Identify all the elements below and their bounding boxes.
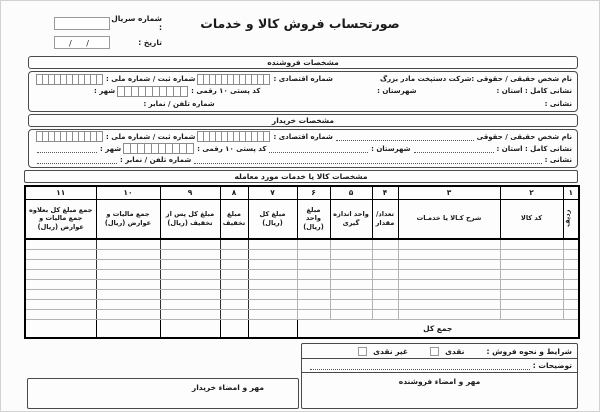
buyer-county-field[interactable]	[269, 145, 368, 153]
item-cell[interactable]	[220, 249, 248, 259]
item-cell[interactable]	[372, 259, 398, 269]
column-number: ۳	[398, 186, 500, 199]
buyer-city-field[interactable]	[37, 145, 97, 153]
seller-phone-label: شماره تلفن / نمابر :	[143, 99, 215, 108]
item-cell[interactable]	[25, 289, 96, 299]
item-cell[interactable]	[248, 269, 297, 279]
buyer-postal-field[interactable]	[124, 143, 194, 154]
item-cell[interactable]	[500, 309, 563, 319]
item-cell[interactable]	[563, 259, 579, 269]
item-cell[interactable]	[398, 289, 500, 299]
column-header: مبلغ تخفیف	[220, 199, 248, 239]
serial-number-label: شماره سریال :	[111, 14, 162, 32]
item-cell[interactable]	[248, 299, 297, 309]
buyer-signature-label: مهر و امضاء خریدار	[191, 383, 264, 392]
grand-total-cell[interactable]	[25, 319, 96, 338]
buyer-phone-field[interactable]	[37, 156, 117, 164]
notes-row	[302, 359, 577, 373]
seller-name-value: شرکت دستپخت مادر بزرگ	[379, 75, 472, 84]
grand-total-cell[interactable]	[220, 319, 248, 338]
seller-address-label: نشانی کامل : استان :	[496, 87, 572, 96]
item-cell[interactable]	[372, 279, 398, 289]
table-row	[25, 289, 579, 299]
item-cell[interactable]	[398, 299, 500, 309]
date-label: تاریخ :	[138, 38, 162, 47]
item-cell[interactable]	[563, 239, 579, 249]
column-number: ۹	[160, 186, 220, 199]
column-header: مبلغ کل (ریال)	[248, 199, 297, 239]
item-cell[interactable]	[297, 309, 330, 319]
column-header-row	[25, 199, 579, 239]
item-cell[interactable]	[500, 269, 563, 279]
column-header: مبلغ واحد (ریال)	[297, 199, 330, 239]
column-number: ۱۱	[25, 186, 96, 199]
item-cell[interactable]	[372, 309, 398, 319]
buyer-section-header: مشخصات خریدار	[28, 114, 578, 127]
buyer-address2-field[interactable]	[194, 156, 541, 164]
buyer-row-2	[34, 143, 572, 155]
column-number: ۷	[248, 186, 297, 199]
item-cell[interactable]	[160, 239, 220, 249]
table-row	[25, 249, 579, 259]
item-cell[interactable]	[96, 299, 160, 309]
table-row	[25, 299, 579, 309]
column-number: ۶	[297, 186, 330, 199]
buyer-registration-field[interactable]	[37, 131, 103, 142]
item-cell[interactable]	[297, 289, 330, 299]
notes-field[interactable]	[310, 362, 530, 370]
item-cell[interactable]	[25, 259, 96, 269]
seller-city-label: شهر :	[94, 87, 116, 96]
item-cell[interactable]	[330, 289, 372, 299]
seller-row-3	[34, 98, 572, 110]
column-number: ۲	[500, 186, 563, 199]
items-section-header: مشخصات کالا یا خدمات مورد معامله	[24, 170, 578, 183]
column-number: ۵	[330, 186, 372, 199]
item-cell[interactable]	[563, 289, 579, 299]
item-cell[interactable]	[96, 269, 160, 279]
item-cell[interactable]	[398, 259, 500, 269]
item-cell[interactable]	[160, 269, 220, 279]
table-row	[25, 239, 579, 249]
table-row	[25, 259, 579, 269]
buyer-economic-field[interactable]	[198, 131, 270, 142]
notes-label: توضیحات :	[532, 361, 572, 370]
item-cell[interactable]	[372, 289, 398, 299]
item-cell[interactable]	[372, 249, 398, 259]
item-cell[interactable]	[500, 239, 563, 249]
item-cell[interactable]	[25, 269, 96, 279]
column-header: جمع مبلغ کل بعلاوه جمع مالیات و عوارض (ریال)	[25, 199, 96, 239]
buyer-address-label: نشانی کامل : استان :	[496, 144, 572, 153]
buyer-address2-label: نشانی :	[544, 156, 572, 165]
column-number: ۸	[220, 186, 248, 199]
non-cash-label: غیر نقدی	[373, 346, 409, 356]
item-cell[interactable]	[248, 279, 297, 289]
seller-section	[28, 71, 578, 112]
item-cell[interactable]	[160, 249, 220, 259]
table-row	[25, 279, 579, 289]
item-cell[interactable]	[160, 259, 220, 269]
column-number: ۱۰	[96, 186, 160, 199]
column-header: شرح کـالا یا خدمـات	[398, 199, 500, 239]
page-title: صورتحساب فروش کالا و خدمات	[200, 16, 400, 31]
item-cell[interactable]	[500, 249, 563, 259]
column-number: ۱	[563, 186, 579, 199]
buyer-name-field[interactable]	[336, 133, 474, 141]
item-cell[interactable]	[330, 309, 372, 319]
item-cell[interactable]	[96, 309, 160, 319]
item-cell[interactable]	[398, 249, 500, 259]
item-cell[interactable]	[330, 239, 372, 249]
item-cell[interactable]	[220, 289, 248, 299]
item-cell[interactable]	[330, 249, 372, 259]
item-cell[interactable]	[398, 239, 500, 249]
grand-total-cell[interactable]	[96, 319, 160, 338]
item-cell[interactable]	[96, 249, 160, 259]
item-cell[interactable]	[330, 269, 372, 279]
seller-row-1	[34, 73, 572, 85]
item-cell[interactable]	[297, 249, 330, 259]
item-cell[interactable]	[297, 259, 330, 269]
serial-number-field[interactable]	[54, 17, 110, 30]
terms-row	[302, 344, 577, 359]
item-cell[interactable]	[563, 309, 579, 319]
item-cell[interactable]	[160, 279, 220, 289]
seller-registration-label: شماره ثبت / شماره ملی :	[106, 75, 196, 84]
item-cell[interactable]	[160, 289, 220, 299]
item-cell[interactable]	[500, 259, 563, 269]
item-cell[interactable]	[248, 249, 297, 259]
item-cell[interactable]	[563, 249, 579, 259]
item-cell[interactable]	[25, 309, 96, 319]
item-cell[interactable]	[160, 309, 220, 319]
item-cell[interactable]	[96, 239, 160, 249]
item-cell[interactable]	[330, 259, 372, 269]
item-cell[interactable]	[297, 279, 330, 289]
buyer-signature-area[interactable]	[27, 378, 299, 409]
serial-date-block	[27, 14, 162, 53]
item-cell[interactable]	[297, 239, 330, 249]
seller-postal-label: کد پستی ۱۰ رقمی :	[191, 87, 261, 96]
terms-block	[301, 343, 578, 409]
date-field[interactable]: / /	[54, 36, 110, 49]
buyer-province-field[interactable]	[414, 145, 494, 153]
seller-address2-label: نشانی :	[544, 99, 572, 108]
grand-total-cell[interactable]	[248, 319, 297, 338]
seller-name-label: نام شخص حقیقی / حقوقی :	[471, 75, 572, 84]
buyer-postal-label: کد پستی ۱۰ رقمی :	[197, 144, 267, 153]
item-cell[interactable]	[25, 239, 96, 249]
item-cell[interactable]	[96, 289, 160, 299]
item-cell[interactable]	[220, 259, 248, 269]
item-cell[interactable]	[563, 299, 579, 309]
table-row	[25, 269, 579, 279]
item-cell[interactable]	[248, 289, 297, 299]
item-cell[interactable]	[398, 269, 500, 279]
buyer-county-label: شهرستان :	[371, 144, 411, 153]
column-header: کد کالا	[500, 199, 563, 239]
buyer-registration-label: شماره ثبت / شماره ملی :	[106, 132, 196, 141]
item-cell[interactable]	[220, 299, 248, 309]
item-cell[interactable]	[25, 279, 96, 289]
table-row	[25, 309, 579, 319]
buyer-city-label: شهر :	[100, 144, 122, 153]
item-cell[interactable]	[25, 299, 96, 309]
seller-signature-area[interactable]	[302, 373, 577, 408]
cash-label: نقدی	[445, 346, 465, 356]
item-cell[interactable]	[500, 279, 563, 289]
item-cell[interactable]	[372, 239, 398, 249]
grand-total-label: جمع کل	[297, 319, 579, 338]
grand-total-cell[interactable]	[160, 319, 220, 338]
item-cell[interactable]	[563, 279, 579, 289]
seller-section-header: مشخصات فروشنده	[28, 56, 578, 69]
seller-signature-label: مهر و امضاء فروشنده	[398, 377, 481, 386]
buyer-row-3	[34, 154, 572, 166]
item-cell[interactable]	[96, 259, 160, 269]
item-cell[interactable]	[500, 289, 563, 299]
item-cell[interactable]	[330, 279, 372, 289]
column-number-row	[25, 186, 579, 199]
item-cell[interactable]	[372, 269, 398, 279]
buyer-name-label: نام شخص حقیقی / حقوقی	[476, 132, 572, 141]
seller-county-label: شهرستان :	[377, 87, 417, 96]
seller-row-2	[34, 85, 572, 97]
column-header: مبلغ کل پس از تخفیف (ریال)	[160, 199, 220, 239]
item-cell[interactable]	[160, 299, 220, 309]
item-cell[interactable]	[220, 309, 248, 319]
item-cell[interactable]	[330, 299, 372, 309]
item-cell[interactable]	[372, 299, 398, 309]
item-cell[interactable]	[248, 239, 297, 249]
item-cell[interactable]	[297, 299, 330, 309]
seller-economic-field[interactable]	[198, 74, 270, 85]
seller-postal-field[interactable]	[118, 86, 188, 97]
item-cell[interactable]	[220, 279, 248, 289]
seller-economic-label: شماره اقتصادی :	[273, 75, 333, 84]
non-cash-checkbox[interactable]	[358, 347, 367, 356]
column-number: ۴	[372, 186, 398, 199]
item-cell[interactable]	[563, 269, 579, 279]
column-header: واحد اندازه گیری	[330, 199, 372, 239]
seller-registration-field[interactable]	[37, 74, 103, 85]
item-cell[interactable]	[25, 249, 96, 259]
item-cell[interactable]	[500, 299, 563, 309]
item-cell[interactable]	[220, 269, 248, 279]
column-header: ردیف	[563, 199, 579, 239]
item-cell[interactable]	[398, 309, 500, 319]
terms-label: شرایط و نحوه فروش :	[486, 346, 572, 356]
grand-total-row	[25, 319, 579, 338]
buyer-phone-label: شماره تلفن / نمابر :	[120, 156, 192, 165]
item-cell[interactable]	[248, 309, 297, 319]
item-cell[interactable]	[248, 259, 297, 269]
item-cell[interactable]	[297, 269, 330, 279]
column-header: تعداد/ مقدار	[372, 199, 398, 239]
buyer-section	[28, 129, 578, 168]
items-table	[24, 185, 580, 339]
buyer-economic-label: شماره اقتصادی :	[273, 132, 333, 141]
buyer-row-1	[34, 131, 572, 143]
cash-checkbox[interactable]	[430, 347, 439, 356]
item-cell[interactable]	[398, 279, 500, 289]
item-cell[interactable]	[220, 239, 248, 249]
item-cell[interactable]	[96, 279, 160, 289]
column-header: جمع مالیات و عوارض (ریال)	[96, 199, 160, 239]
